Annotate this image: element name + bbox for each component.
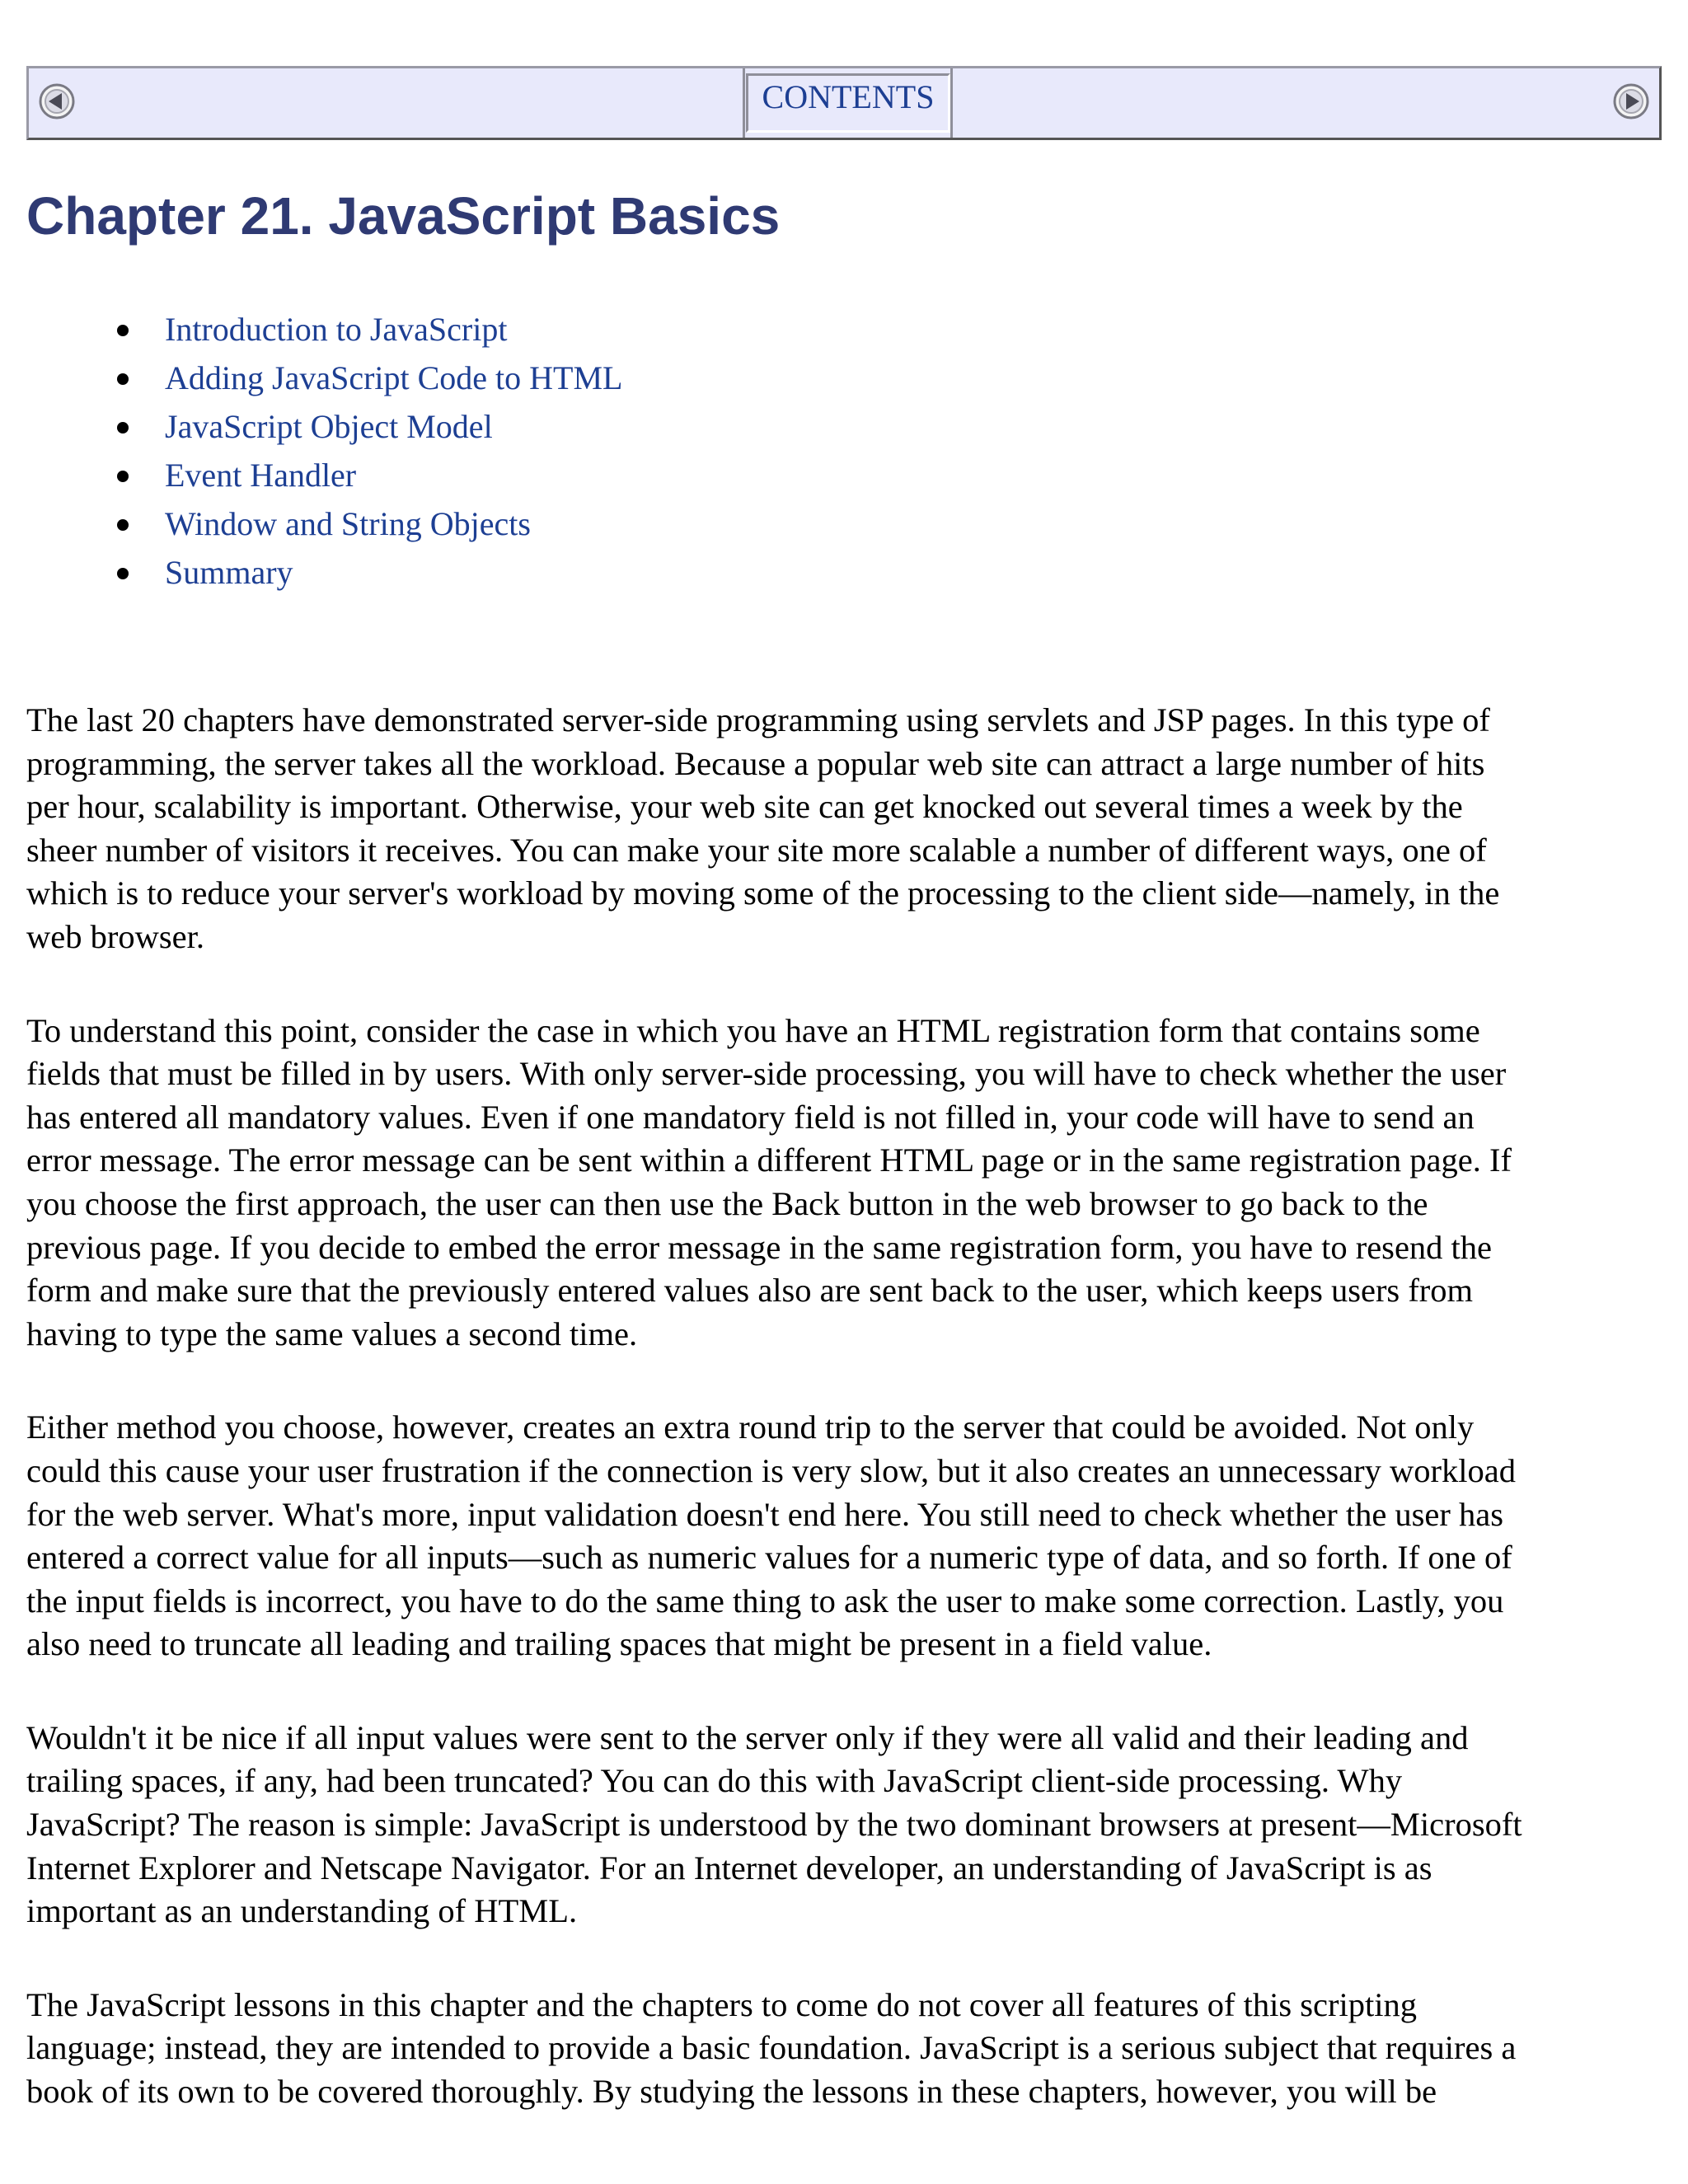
text-line: you choose the first approach, the user can then use the Back button in the web browser to go back to the (26, 1184, 1428, 1222)
next-arrow-icon (1611, 82, 1651, 121)
bullet-icon (117, 373, 129, 385)
text-line: Internet Explorer and Netscape Navigator. For an Internet developer, an understanding of JavaScript is as (26, 1849, 1432, 1886)
previous-arrow-icon (37, 82, 77, 121)
text-line: form and make sure that the previously entered values also are sent back to the user, which keeps users from (26, 1272, 1474, 1310)
navbar-divider-right (950, 68, 953, 138)
navbar-divider-left (743, 68, 745, 138)
paragraph-2 (26, 1010, 1662, 1357)
text-line: To understand this point, consider the case in which you have an HTML registration form that contains some (26, 1011, 1480, 1049)
toc-link-object-model[interactable]: JavaScript Object Model (165, 408, 493, 445)
paragraph-3 (26, 1406, 1662, 1666)
bullet-icon (117, 325, 129, 336)
previous-page-button[interactable] (35, 78, 78, 124)
document-page (26, 66, 1662, 2111)
toc-item (92, 354, 623, 402)
text-line: web browser. (26, 917, 204, 955)
bullet-icon (117, 519, 129, 531)
text-line: for the web server. What's more, input validation doesn't end here. You still need to check whether the user has (26, 1495, 1504, 1533)
contents-link[interactable]: CONTENTS (762, 77, 935, 115)
text-line: language; instead, they are intended to provide a basic foundation. JavaScript is a serious subject that requires a (26, 2029, 1517, 2067)
toc-item (92, 499, 623, 548)
paragraph-1 (26, 699, 1662, 959)
toc-item (92, 402, 623, 451)
text-line: fields that must be filled in by users. With only server-side processing, you will have to check whether the user (26, 1055, 1507, 1093)
text-line: could this cause your user frustration if the connection is very slow, but it also creates an unnecessary workload (26, 1451, 1516, 1489)
paragraph-5 (26, 1984, 1662, 2114)
text-line: having to type the same values a second time. (26, 1315, 638, 1352)
toc-item (92, 305, 623, 354)
text-line: important as an understanding of HTML. (26, 1892, 578, 1930)
text-line: Wouldn't it be nice if all input values were sent to the server only if they were all valid and their leading and (26, 1718, 1469, 1756)
text-line: programming, the server takes all the workload. Because a popular web site can attract a large number of hits (26, 744, 1485, 782)
chapter-toc (92, 305, 623, 597)
toc-link-window-string[interactable]: Window and String Objects (165, 505, 531, 542)
text-line: trailing spaces, if any, had been truncated? You can do this with JavaScript client-side processing. Why (26, 1762, 1403, 1800)
text-line: per hour, scalability is important. Otherwise, your web site can get knocked out several times a week by the (26, 788, 1463, 826)
toc-link-summary[interactable]: Summary (165, 554, 293, 591)
text-line: The JavaScript lessons in this chapter and the chapters to come do not cover all features of this scripting (26, 1985, 1418, 2023)
navigation-bar (26, 66, 1662, 140)
text-line: also need to truncate all leading and trailing spaces that might be present in a field value. (26, 1625, 1212, 1663)
toc-link-event-handler[interactable]: Event Handler (165, 457, 357, 494)
next-page-button[interactable] (1610, 78, 1653, 124)
contents-cell (746, 73, 950, 133)
toc-item (92, 451, 623, 499)
text-line: entered a correct value for all inputs—such as numeric values for a numeric type of data, and so forth. If one of (26, 1539, 1512, 1577)
text-line: sheer number of visitors it receives. You can make your site more scalable a number of different ways, one of (26, 831, 1487, 869)
text-line: previous page. If you decide to embed the error message in the same registration form, you have to resend the (26, 1228, 1493, 1266)
text-line: which is to reduce your server's workload by moving some of the processing to the client side—namely, in the (26, 874, 1500, 912)
bullet-icon (117, 471, 129, 482)
toc-link-introduction[interactable]: Introduction to JavaScript (165, 311, 508, 348)
text-line: Either method you choose, however, creates an extra round trip to the server that could be avoided. Not only (26, 1408, 1475, 1446)
bullet-icon (117, 568, 129, 579)
text-line: JavaScript? The reason is simple: JavaScript is understood by the two dominant browsers at present—Microsoft (26, 1806, 1522, 1844)
text-line: error message. The error message can be sent within a different HTML page or in the same registration page. If (26, 1141, 1512, 1179)
text-line: the input fields is incorrect, you have to do the same thing to ask the user to make some correction. Lastly, you (26, 1582, 1504, 1619)
text-line: book of its own to be covered thoroughly. By studying the lessons in these chapters, however, you will be (26, 2073, 1437, 2111)
chapter-title: Chapter 21. JavaScript Basics (26, 186, 781, 246)
toc-link-adding-code[interactable]: Adding JavaScript Code to HTML (165, 359, 623, 396)
toc-item (92, 548, 623, 597)
text-line: The last 20 chapters have demonstrated server-side programming using servlets and JSP pages. In this type of (26, 701, 1490, 738)
text-line: has entered all mandatory values. Even if one mandatory field is not filled in, your code will have to send an (26, 1098, 1475, 1136)
paragraph-4 (26, 1717, 1662, 1933)
bullet-icon (117, 422, 129, 434)
chapter-body (26, 699, 1662, 2164)
